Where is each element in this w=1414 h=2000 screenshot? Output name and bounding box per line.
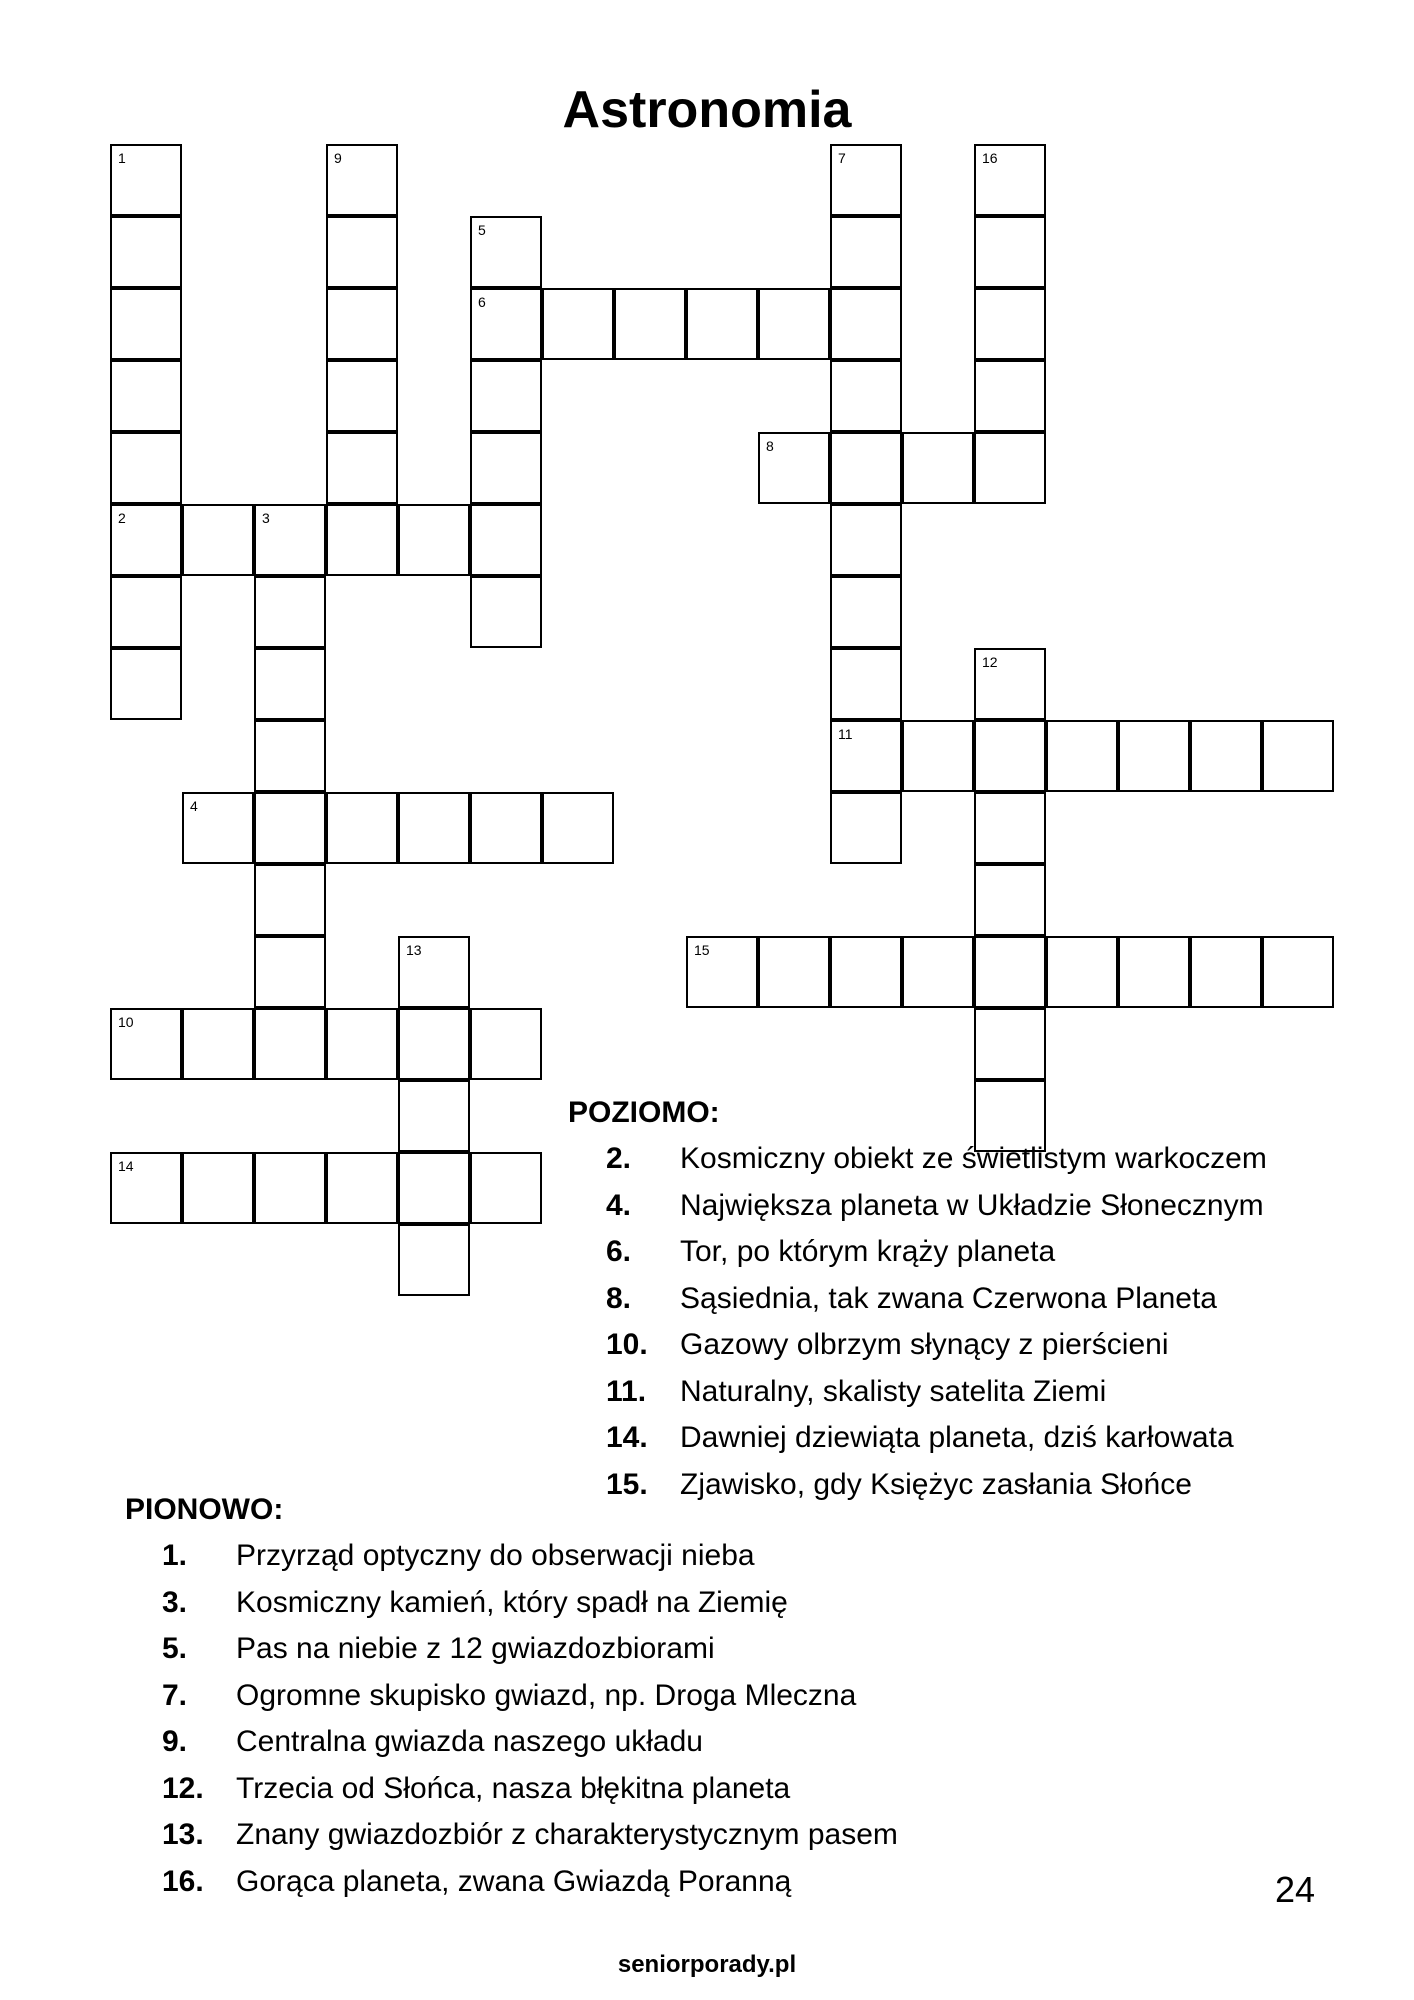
grid-cell[interactable] (398, 1224, 470, 1296)
clue-item-number: 5. (162, 1632, 188, 1665)
grid-cell[interactable] (182, 504, 254, 576)
grid-cell[interactable] (110, 648, 182, 720)
grid-cell[interactable] (902, 720, 974, 792)
clue-item-text: Zjawisko, gdy Księżyc zasłania Słońce (680, 1467, 1192, 1501)
grid-cell[interactable] (110, 216, 182, 288)
clue-item-text: Tor, po którym krąży planeta (680, 1235, 1056, 1268)
grid-cell[interactable] (974, 216, 1046, 288)
grid-cell[interactable] (542, 288, 614, 360)
grid-cell[interactable] (830, 144, 902, 216)
grid-cell[interactable] (758, 288, 830, 360)
grid-cell[interactable] (110, 144, 182, 216)
grid-cell[interactable] (758, 432, 830, 504)
grid-cell[interactable] (1190, 936, 1262, 1008)
grid-cell[interactable] (470, 1152, 542, 1224)
clue-item-text: Znany gwiazdozbiór z charakterystycznym pasem (236, 1818, 898, 1851)
grid-cell[interactable] (254, 504, 326, 576)
grid-cell[interactable] (398, 504, 470, 576)
grid-cell[interactable] (974, 432, 1046, 504)
grid-cell[interactable] (326, 144, 398, 216)
clue-number: 1 (118, 150, 126, 166)
grid-cell[interactable] (110, 1152, 182, 1224)
clue-item-number: 13. (162, 1818, 204, 1851)
clue-item-number: 16. (162, 1864, 204, 1898)
grid-cell[interactable] (470, 360, 542, 432)
grid-cell[interactable] (974, 288, 1046, 360)
grid-cell[interactable] (830, 936, 902, 1008)
clue-number: 8 (766, 438, 774, 454)
clue-item-text: Dawniej dziewiąta planeta, dziś karłowata (680, 1421, 1234, 1454)
grid-cell[interactable] (830, 720, 902, 792)
clue-item-number: 11. (606, 1374, 647, 1408)
clue-number: 10 (118, 1014, 134, 1030)
grid-cell[interactable] (1118, 720, 1190, 792)
grid-cell[interactable] (974, 792, 1046, 864)
across-clue-list (606, 1139, 1366, 1511)
grid-cell[interactable] (326, 288, 398, 360)
grid-cell[interactable] (686, 288, 758, 360)
clue-item (162, 1536, 1062, 1583)
site-footer: seniorporady.pl (617, 1951, 797, 1978)
grid-cell[interactable] (326, 504, 398, 576)
clue-number: 11 (838, 726, 853, 742)
clue-number: 15 (694, 942, 710, 958)
grid-cell[interactable] (974, 360, 1046, 432)
clue-item-text: Ogromne skupisko gwiazd, np. Droga Mleczna (236, 1678, 857, 1712)
grid-cell[interactable] (974, 1008, 1046, 1080)
grid-cell[interactable] (470, 288, 542, 360)
grid-cell[interactable] (830, 288, 902, 360)
clue-number: 6 (478, 294, 486, 310)
clue-number: 13 (406, 942, 422, 958)
clue-item-number: 6. (606, 1235, 632, 1268)
grid-cell[interactable] (110, 288, 182, 360)
grid-cell[interactable] (254, 576, 326, 648)
grid-cell[interactable] (398, 1080, 470, 1152)
clue-item-text: Trzecia od Słońca, nasza błękitna planeta (236, 1771, 791, 1805)
grid-cell[interactable] (326, 360, 398, 432)
clue-number: 16 (982, 150, 998, 166)
grid-cell[interactable] (254, 1152, 326, 1224)
grid-cell[interactable] (182, 1152, 254, 1224)
clue-item-number: 2. (606, 1142, 632, 1175)
grid-cell[interactable] (254, 648, 326, 720)
grid-cell[interactable] (182, 792, 254, 864)
grid-cell[interactable] (110, 360, 182, 432)
clue-number: 4 (190, 798, 198, 814)
down-heading: PIONOWO: (125, 1493, 284, 1526)
page-title: Astronomia (562, 81, 852, 139)
grid-cell[interactable] (398, 1008, 470, 1080)
clue-item-text: Pas na niebie z 12 gwiazdozbiorami (236, 1632, 715, 1665)
clue-item-text: Kosmiczny kamień, który spadł na Ziemię (236, 1585, 788, 1619)
grid-cell[interactable] (830, 432, 902, 504)
grid-cell[interactable] (110, 504, 182, 576)
grid-cell[interactable] (254, 864, 326, 936)
grid-cell[interactable] (254, 792, 326, 864)
clue-item-number: 1. (162, 1539, 188, 1572)
grid-cell[interactable] (542, 792, 614, 864)
clue-number: 2 (118, 510, 126, 526)
clue-item-text: Gorąca planeta, zwana Gwiazdą Poranną (236, 1864, 792, 1898)
grid-cell[interactable] (182, 1008, 254, 1080)
clue-item (606, 1232, 1366, 1279)
grid-cell[interactable] (110, 432, 182, 504)
down-clue-list (162, 1536, 1062, 1908)
clue-item-number: 4. (606, 1188, 632, 1222)
grid-cell[interactable] (830, 648, 902, 720)
grid-cell[interactable] (830, 576, 902, 648)
clue-item-number: 15. (606, 1467, 648, 1501)
grid-cell[interactable] (470, 216, 542, 288)
across-heading: POZIOMO: (568, 1096, 720, 1129)
clue-item (162, 1629, 1062, 1676)
grid-cell[interactable] (902, 936, 974, 1008)
grid-cell[interactable] (1262, 720, 1334, 792)
clue-item (606, 1418, 1366, 1465)
clue-item-text: Naturalny, skalisty satelita Ziemi (680, 1374, 1107, 1408)
grid-cell[interactable] (470, 576, 542, 648)
page-number: 24 (1275, 1869, 1316, 1910)
grid-cell[interactable] (326, 1008, 398, 1080)
grid-cell[interactable] (254, 936, 326, 1008)
grid-cell[interactable] (1046, 720, 1118, 792)
grid-cell[interactable] (398, 1152, 470, 1224)
grid-cell[interactable] (974, 936, 1046, 1008)
grid-cell[interactable] (902, 432, 974, 504)
clue-item (162, 1676, 1062, 1723)
grid-cell[interactable] (1118, 936, 1190, 1008)
clue-item-text: Przyrząd optyczny do obserwacji nieba (236, 1539, 755, 1572)
clue-item-number: 14. (606, 1421, 648, 1454)
grid-cell[interactable] (758, 936, 830, 1008)
clue-number: 12 (982, 654, 998, 670)
grid-cell[interactable] (1190, 720, 1262, 792)
grid-cell[interactable] (974, 864, 1046, 936)
grid-cell[interactable] (110, 1008, 182, 1080)
grid-cell[interactable] (326, 216, 398, 288)
clue-item (606, 1279, 1366, 1326)
clue-item-text: Centralna gwiazda naszego układu (236, 1725, 703, 1758)
clue-item-number: 9. (162, 1725, 188, 1758)
clue-item (162, 1769, 1062, 1816)
clue-item-number: 3. (162, 1585, 188, 1619)
grid-cell[interactable] (830, 792, 902, 864)
grid-cell[interactable] (398, 792, 470, 864)
clue-number: 9 (334, 150, 342, 166)
grid-cell[interactable] (470, 504, 542, 576)
clue-item-text: Kosmiczny obiekt ze świetlistym warkoczem (680, 1142, 1267, 1175)
clue-item-number: 8. (606, 1281, 632, 1315)
grid-cell[interactable] (974, 648, 1046, 720)
clue-item-text: Gazowy olbrzym słynący z pierścieni (680, 1328, 1169, 1361)
clue-item-number: 10. (606, 1328, 648, 1361)
clue-item (162, 1583, 1062, 1630)
clue-number: 14 (118, 1158, 134, 1174)
grid-cell[interactable] (470, 1008, 542, 1080)
clue-item (606, 1139, 1366, 1186)
grid-cell[interactable] (830, 504, 902, 576)
grid-cell[interactable] (1262, 936, 1334, 1008)
clue-item-number: 7. (162, 1678, 188, 1712)
clue-number: 5 (478, 222, 486, 238)
clue-item (606, 1325, 1366, 1372)
grid-cell[interactable] (470, 792, 542, 864)
grid-cell[interactable] (326, 432, 398, 504)
grid-cell[interactable] (398, 936, 470, 1008)
clue-item-text: Największa planeta w Układzie Słonecznym (680, 1188, 1264, 1222)
grid-cell[interactable] (830, 216, 902, 288)
clue-item (162, 1815, 1062, 1862)
grid-cell[interactable] (470, 432, 542, 504)
clue-number: 3 (262, 510, 270, 526)
grid-cell[interactable] (974, 720, 1046, 792)
clue-number: 7 (838, 150, 846, 166)
clue-item-number: 12. (162, 1771, 204, 1805)
grid-cell[interactable] (326, 792, 398, 864)
grid-cell[interactable] (830, 360, 902, 432)
clue-item (606, 1372, 1366, 1419)
grid-cell[interactable] (974, 144, 1046, 216)
grid-cell[interactable] (686, 936, 758, 1008)
grid-cell[interactable] (110, 576, 182, 648)
clue-item (162, 1722, 1062, 1769)
clue-item (162, 1862, 1062, 1909)
grid-cell[interactable] (254, 720, 326, 792)
grid-cell[interactable] (614, 288, 686, 360)
clue-item (606, 1465, 1366, 1512)
clue-item-text: Sąsiednia, tak zwana Czerwona Planeta (680, 1281, 1217, 1315)
clue-item (606, 1186, 1366, 1233)
grid-cell[interactable] (1046, 936, 1118, 1008)
grid-cell[interactable] (254, 1008, 326, 1080)
grid-cell[interactable] (326, 1152, 398, 1224)
